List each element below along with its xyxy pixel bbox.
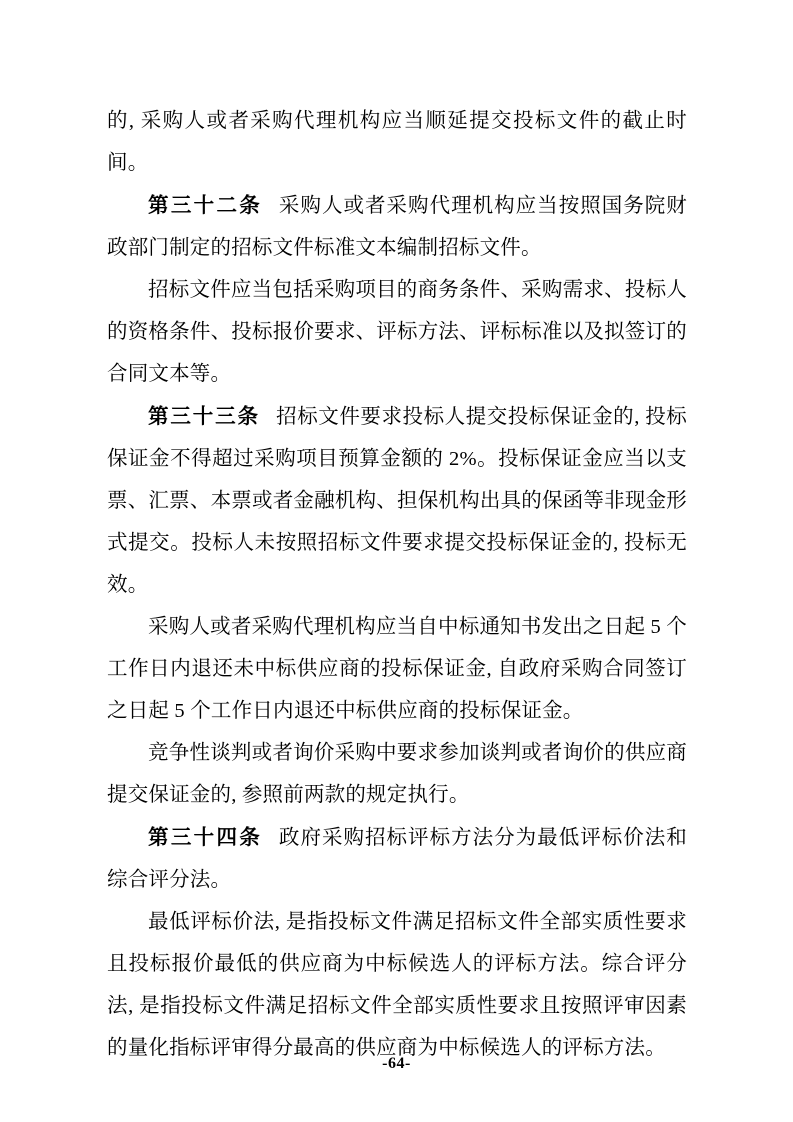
document-body xyxy=(107,100,687,1069)
paragraph xyxy=(107,100,687,184)
page-number: -64- xyxy=(382,1055,411,1072)
paragraph-text: 政府采购招标评标方法分为最低评标价法和综合评分法。 xyxy=(107,827,687,891)
paragraph-text: 竞争性谈判或者询价采购中要求参加谈判或者询价的供应商提交保证金的, 参照前两款的规定执行。 xyxy=(107,742,687,806)
article-heading: 第三十三条 xyxy=(148,404,260,428)
paragraph-text: 招标文件应当包括采购项目的商务条件、采购需求、投标人的资格条件、投标报价要求、评标方法、评标标准以及拟签订的合同文本等。 xyxy=(107,279,687,385)
paragraph xyxy=(107,395,687,606)
paragraph-text: 最低评标价法, 是指投标文件满足招标文件全部实质性要求且投标报价最低的供应商为中标候选人的评标方法。综合评分法, 是指投标文件满足招标文件全部实质性要求且按照评审因素的量化指标评审得分最高的供应商为中标候选人的评标方法。 xyxy=(107,911,687,1059)
paragraph-text: 的, 采购人或者采购代理机构应当顺延提交投标文件的截止时间。 xyxy=(107,110,687,174)
paragraph xyxy=(107,606,687,732)
paragraph xyxy=(107,732,687,816)
paragraph-text: 采购人或者采购代理机构应当自中标通知书发出之日起 5 个工作日内退还未中标供应商的投标保证金, 自政府采购合同签订之日起 5 个工作日内退还中标供应商的投标保证金。 xyxy=(107,616,687,722)
paragraph-text: 采购人或者采购代理机构应当按照国务院财政部门制定的招标文件标准文本编制招标文件。 xyxy=(107,195,687,259)
paragraph xyxy=(107,184,687,269)
paragraph-text: 招标文件要求投标人提交投标保证金的, 投标保证金不得超过采购项目预算金额的 2%。投标保证金应当以支票、汇票、本票或者金融机构、担保机构出具的保函等非现金形式提交。投标人未按照招标文件要求提交投标保证金的, 投标无效。 xyxy=(107,406,687,596)
article-heading: 第三十二条 xyxy=(148,193,263,217)
article-heading: 第三十四条 xyxy=(148,825,263,849)
paragraph xyxy=(107,269,687,395)
paragraph xyxy=(107,901,687,1069)
paragraph xyxy=(107,816,687,901)
